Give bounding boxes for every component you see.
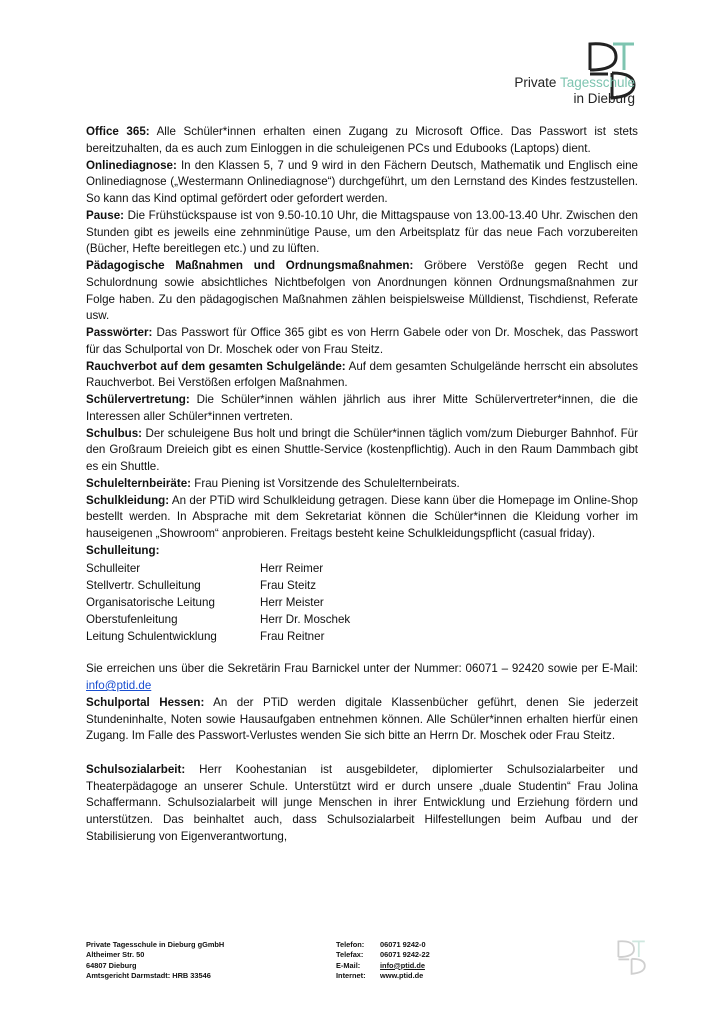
brand-accent: Tagesschule: [559, 75, 635, 90]
info-sections: [86, 124, 638, 543]
footer-address-line: 64807 Dieburg: [86, 960, 137, 970]
brand-prefix: Private: [514, 75, 560, 90]
footer-contact-label: Internet:: [336, 970, 366, 980]
section-text: Gröbere Verstöße gegen Recht und Schulordnung sowie absichtliches Nichtbefolgen von Anordnungen können Ordnungsmaßnahmen zur Folge haben. Zu den pädagogischen Maßnahmen zählen beispielsweise Mülldienst, Tischdienst, Referate usw.: [86, 259, 639, 323]
portal-text: An der PTiD werden digitale Klassenbücher geführt, denen Sie jederzeit Stundeninhalte, Noten sowie Hausaufgaben entnehmen können. Alle Schüler*innen erhalten hierfür einen Zugang. Im Falle des Passwort-Verlustes wenden Sie sich bitte an Herrn Dr. Moschek oder Frau Steitz.: [86, 695, 638, 743]
info-section: [86, 359, 638, 393]
leadership-role: Stellvertr. Schulleitung: [86, 578, 201, 592]
leadership-role: Organisatorische Leitung: [86, 595, 215, 609]
info-section: [86, 325, 638, 359]
footer-contact-row: [336, 971, 430, 981]
portal-paragraph: [86, 695, 638, 745]
contact-email-link[interactable]: info@ptid.de: [86, 679, 152, 692]
section-term: Schulelternbeiräte:: [86, 476, 192, 490]
footer-address-line: Amtsgericht Darmstadt: HRB 33546: [86, 970, 211, 980]
leadership-row: [86, 594, 350, 611]
footer-contact-label: Telefon:: [336, 940, 365, 949]
info-section: [86, 426, 638, 476]
social-paragraph: [86, 762, 638, 846]
info-section: [86, 124, 638, 158]
footer-address-line: Altheimer Str. 50: [86, 950, 145, 960]
section-term: Office 365:: [86, 125, 150, 138]
leadership-person: Herr Reimer: [260, 561, 324, 575]
footer-contact-label: E-Mail:: [336, 960, 361, 970]
portal-term: Schulportal Hessen:: [86, 695, 205, 709]
contact-text: Sie erreichen uns über die Sekretärin Frau Barnickel unter der Nummer: 06071 – 92420 sowie per E-Mail:: [86, 662, 638, 676]
section-text: Die Schüler*innen wählen jährlich aus ihrer Mitte Schülervertreter*innen, die die Interessen aller Schüler*innen vertreten.: [86, 393, 638, 423]
leadership-person: Herr Dr. Moschek: [260, 612, 351, 626]
footer-contact-value: 06071 9242-0: [380, 940, 426, 949]
footer-contact-value: 06071 9242-22: [380, 950, 430, 960]
leadership-row: [86, 628, 350, 645]
footer-logo-icon: [616, 938, 646, 976]
social-term: Schulsozialarbeit:: [86, 762, 186, 776]
footer-email-link[interactable]: info@ptid.de: [380, 960, 425, 970]
section-text: Die Frühstückspause ist von 9.50-10.10 Uhr, die Mittagspause von 13.00-13.40 Uhr. Zwischen den Stunden gibt es jeweils eine zehnminütige Pause, um den Arbeitsplatz für das neue Fach vorzubereiten (Bücher, Hefte bereitlegen etc.) und zu lüften.: [86, 208, 638, 256]
section-term: Pause:: [86, 208, 125, 222]
section-term: Schulkleidung:: [86, 493, 170, 507]
info-section: [86, 158, 638, 208]
footer-address-line: Private Tagesschule in Dieburg gGmbH: [86, 940, 225, 949]
leadership-row: [86, 577, 350, 594]
section-text: Das Passwort für Office 365 gibt es von Herrn Gabele oder von Dr. Moschek, das Passwort für das Schulportal von Dr. Moschek oder von Frau Steitz.: [86, 326, 638, 356]
info-section: [86, 493, 638, 543]
section-text: Auf dem gesamten Schulgelände herrscht ein absolutes Rauchverbot. Bei Verstößen erfolgen Maßnahmen.: [86, 359, 639, 390]
leadership-row: [86, 560, 350, 577]
footer-address: [86, 940, 224, 981]
document-body: [86, 124, 638, 846]
section-term: Passwörter:: [86, 326, 153, 339]
leadership-row: [86, 611, 350, 628]
contact-paragraph: [86, 661, 638, 695]
section-term: Onlinediagnose:: [86, 158, 177, 172]
leadership-person: Herr Meister: [260, 595, 324, 609]
section-term: Rauchverbot auf dem gesamten Schulgelände:: [86, 359, 346, 373]
social-text: Herr Koohestanian ist ausgebildeter, diplomierter Schulsozialarbeiter und Theaterpädagoge an unserer Schule. Unterstützt wird er durch unsere „duale Studentin“ Frau Jolina Schaffermann. Schulsozialarbeit will junge Menschen in ihrer Entwicklung und Erziehung fördern und unterstützen. Das beinhaltet auch, dass Schulsozialarbeit Hilfestellungen beim Aufbau und der Stabilisierung von Eigenverantwortung,: [86, 762, 638, 843]
leadership-role: Schulleiter: [86, 561, 141, 575]
brand-line2: in Dieburg: [573, 91, 635, 106]
section-text: In den Klassen 5, 7 und 9 wird in den Fächern Deutsch, Mathematik und Englisch eine Onlinediagnose („Westermann Onlinediagnose“) durchgeführt, um den Lernstand des Kindes festzustellen. So kann das Kind optimal gefördert oder gefordert werden.: [86, 158, 638, 205]
leadership-role: Oberstufenleitung: [86, 612, 178, 626]
info-section: [86, 476, 638, 493]
leadership-person: Frau Steitz: [260, 578, 317, 592]
footer-contact-label: Telefax:: [336, 950, 364, 960]
section-text: Alle Schüler*innen erhalten einen Zugang zu Microsoft Office. Das Passwort ist stets bereitzuhalten, da es auch zum Einloggen in die schuleigenen PCs und Edubooks (Laptops) dient.: [86, 125, 638, 155]
leadership-heading: Schulleitung:: [86, 543, 160, 557]
footer-contact-row: [336, 940, 430, 950]
footer-contact-row: [336, 950, 430, 960]
leadership-role: Leitung Schulentwicklung: [86, 629, 217, 643]
section-text: Der schuleigene Bus holt und bringt die Schüler*innen täglich vom/zum Dieburger Bahnhof. Für den Großraum Dreieich gibt es einen Shuttle-Service (kostenpflichtig). Auch in den Raum Dammbach gibt es ein Shuttle.: [86, 426, 638, 473]
section-text: Frau Piening ist Vorsitzende des Schulelternbeirats.: [191, 476, 460, 490]
brand-name: [514, 75, 635, 107]
section-term: Schülervertretung:: [86, 393, 190, 406]
page-footer: [86, 940, 646, 990]
info-section: [86, 258, 638, 325]
section-term: Schulbus:: [86, 426, 143, 440]
section-text: An der PTiD wird Schulkleidung getragen. Diese kann über die Homepage im Online-Shop bestellt werden. In Absprache mit dem Sekretariat können die Schüler*innen die Kleidung vorher im hauseigenen „Showroom“ anprobieren. Freitags besteht keine Schulkleidungspflicht (casual friday).: [86, 493, 638, 540]
section-term: Pädagogische Maßnahmen und Ordnungsmaßnahmen:: [86, 259, 414, 272]
leadership-person: Frau Reitner: [260, 629, 325, 643]
footer-contacts: [336, 940, 430, 981]
footer-contact-row: [336, 961, 430, 971]
info-section: [86, 208, 638, 258]
info-section: [86, 392, 638, 426]
footer-contact-value: www.ptid.de: [380, 970, 424, 980]
leadership-table: [86, 560, 350, 645]
